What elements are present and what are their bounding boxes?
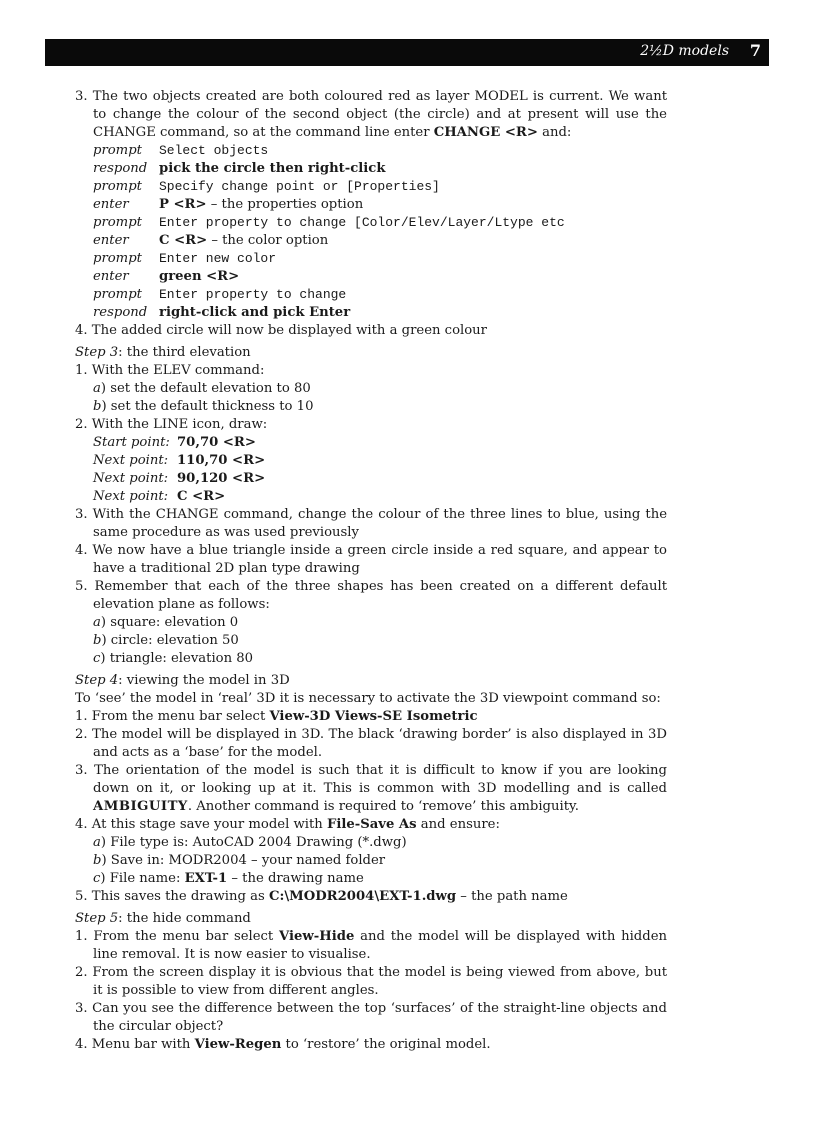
point-entry: Next point: C <R> [93, 489, 226, 504]
step-heading: Step 4: viewing the model in 3D [75, 673, 290, 688]
sub-item: b) circle: elevation 50 [93, 633, 239, 648]
dialog-line: respond right-click and pick Enter [93, 305, 351, 320]
point-entry: Next point: 90,120 <R> [93, 471, 266, 486]
sub-item: b) Save in: MODR2004 – your named folder [93, 853, 386, 868]
page-header-bar [45, 39, 769, 66]
command-dialog [75, 142, 667, 322]
sub-item: a) File type is: AutoCAD 2004 Drawing (*.dwg) [93, 835, 407, 850]
sub-item: b) set the default thickness to 10 [93, 399, 314, 414]
dialog-line: prompt Enter property to change [93, 287, 347, 302]
dialog-line: enter green <R> [93, 269, 240, 284]
dialog-line: respond pick the circle then right-click [93, 161, 386, 176]
list-item: 2. The model will be displayed in 3D. The black ‘drawing border’ is also displayed in 3D and acts as a ‘base’ for the model. [75, 727, 667, 760]
list-item: 3. The two objects created are both coloured red as layer MODEL is current. We want to change the colour of the second object (the circle) and at present will use the CHANGE command, so at the command line enter CHANGE <R> and: [75, 89, 667, 140]
step-heading: Step 3: the third elevation [75, 345, 251, 360]
list-item: 4. At this stage save your model with File-Save As and ensure: [75, 817, 500, 832]
sub-item: a) set the default elevation to 80 [93, 381, 311, 396]
point-entry: Next point: 110,70 <R> [93, 453, 266, 468]
list-item: 5. This saves the drawing as C:\MODR2004\EXT-1.dwg – the path name [75, 889, 568, 904]
list-item: 2. With the LINE icon, draw: [75, 417, 268, 432]
list-item: 3. Can you see the difference between the top ‘surfaces’ of the straight-line objects and the circular object? [75, 1001, 667, 1034]
list-item: 1. From the menu bar select View-Hide and the model will be displayed with hidden line removal. It is now easier to visualise. [75, 929, 667, 962]
dialog-line: enter P <R> – the properties option [93, 197, 364, 212]
list-item: 4. We now have a blue triangle inside a green circle inside a red square, and appear to have a traditional 2D plan type drawing [75, 543, 667, 576]
dialog-line: enter C <R> – the color option [93, 233, 329, 248]
sub-item: c) File name: EXT-1 – the drawing name [93, 871, 364, 886]
paragraph: To ‘see’ the model in ‘real’ 3D it is necessary to activate the 3D viewpoint command so: [75, 691, 661, 706]
sub-item: a) square: elevation 0 [93, 615, 239, 630]
list-item: 1. From the menu bar select View-3D Views-SE Isometric [75, 709, 478, 724]
page-body [75, 88, 667, 1054]
dialog-line: prompt Select objects [93, 143, 269, 158]
chapter-title: 2½D models [640, 43, 729, 59]
list-item: 4. The added circle will now be displayed with a green colour [75, 323, 487, 338]
step-heading: Step 5: the hide command [75, 911, 251, 926]
dialog-line: prompt Enter new color [93, 251, 277, 266]
list-item: 5. Remember that each of the three shapes has been created on a different default elevation plane as follows: [75, 579, 667, 612]
dialog-line: prompt Specify change point or [Properties] [93, 179, 440, 194]
list-item: 3. With the CHANGE command, change the colour of the three lines to blue, using the same procedure as was used previously [75, 507, 667, 540]
page-number: 7 [749, 41, 761, 60]
list-item: 1. With the ELEV command: [75, 363, 265, 378]
list-item: 2. From the screen display it is obvious that the model is being viewed from above, but it is possible to view from different angles. [75, 965, 667, 998]
list-item: 3. The orientation of the model is such that it is difficult to know if you are looking down on it, or looking up at it. This is common with 3D modelling and is called AMBIGUITY. Another command is required to ‘remove’ this ambiguity. [75, 763, 667, 814]
sub-item: c) triangle: elevation 80 [93, 651, 254, 666]
list-item: 4. Menu bar with View-Regen to ‘restore’ the original model. [75, 1037, 491, 1052]
dialog-line: prompt Enter property to change [Color/Elev/Layer/Ltype etc [93, 215, 565, 230]
point-entry: Start point: 70,70 <R> [93, 435, 256, 450]
